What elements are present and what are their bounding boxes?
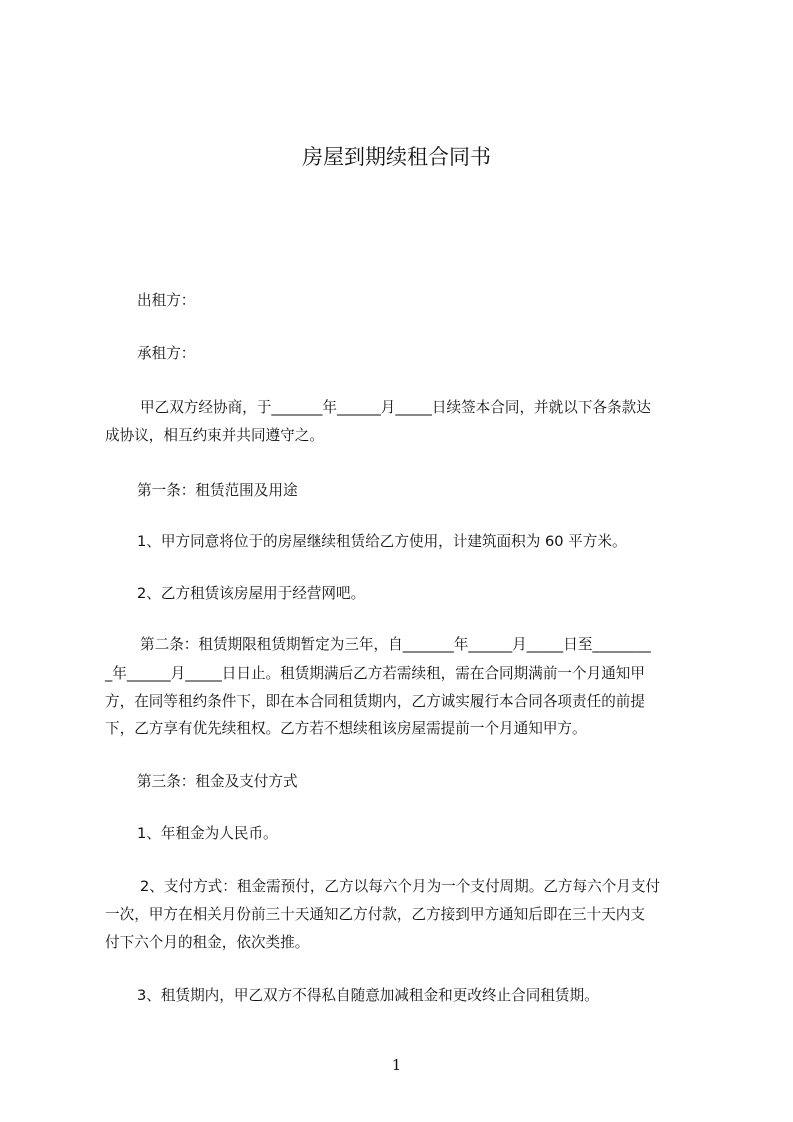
article-3-clause-3: 3、租赁期内，甲乙双方不得私自随意加减租金和更改终止合同租赁期。 — [137, 987, 599, 1004]
article-3-clause-1: 1、年租金为人民币。 — [137, 825, 278, 842]
preamble-line-1: 甲乙双方经协商，于_______年______月_____日续签本合同，并就以下各条款达 — [140, 399, 651, 416]
page-title: 房屋到期续租合同书 — [302, 145, 491, 169]
article-3-clause-2-line-3: 付下六个月的租金，依次类推。 — [105, 934, 310, 951]
article-3-clause-2-line-1: 2、支付方式：租金需预付，乙方以每六个月为一个支付周期。乙方每六个月支付 — [140, 878, 661, 895]
article-1-clause-1: 1、甲方同意将位于的房屋继续租赁给乙方使用，计建筑面积为 60 平方米。 — [137, 533, 627, 550]
lessee-line: 承租方： — [137, 345, 196, 362]
article-2-line-2: _年______月_____日日止。租赁期满后乙方若需续租，需在合同期满前一个月通知甲 — [105, 665, 645, 682]
article-2-line-1: 第二条：租赁期限租赁期暂定为三年，自_______年______月_____日至________ — [140, 636, 651, 653]
preamble-line-2: 成协议，相互约束并共同遵守之。 — [105, 427, 324, 444]
page-number: 1 — [391, 1056, 402, 1074]
article-1-heading: 第一条：租赁范围及用途 — [137, 482, 298, 499]
article-3-heading: 第三条：租金及支付方式 — [137, 773, 298, 790]
article-2-line-3: 方，在同等租约条件下，即在本合同租赁期内，乙方诚实履行本合同各项责任的前提 — [105, 693, 645, 710]
article-2-line-4: 下，乙方享有优先续租权。乙方若不想续租该房屋需提前一个月通知甲方。 — [105, 720, 587, 737]
article-3-clause-2-line-2: 一次，甲方在相关月份前三十天通知乙方付款，乙方接到甲方通知后即在三十天内支 — [105, 906, 645, 923]
lessor-line: 出租方： — [137, 292, 196, 309]
article-1-clause-2: 2、乙方租赁该房屋用于经营网吧。 — [137, 585, 366, 602]
